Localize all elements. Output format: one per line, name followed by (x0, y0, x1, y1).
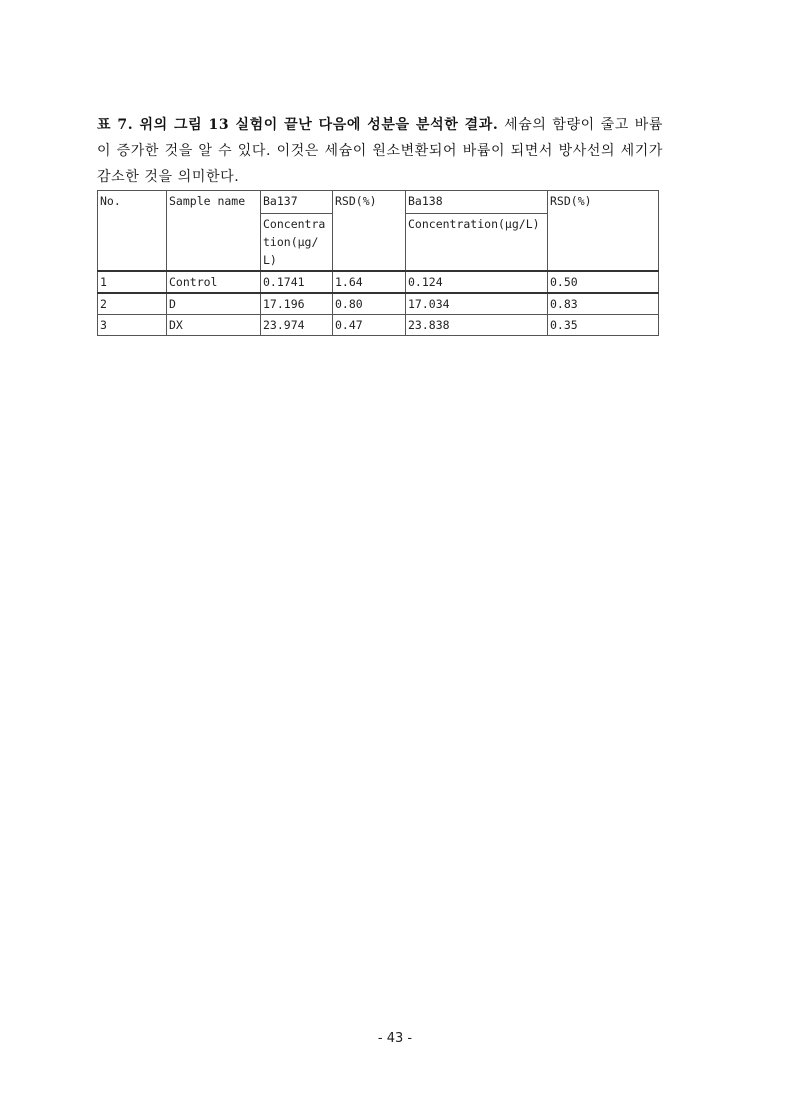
header-ba138-concentration: Concentration(μg/L) (406, 214, 548, 272)
cell-no: 3 (98, 315, 167, 336)
cell-sample: D (167, 293, 261, 315)
cell-ba138-conc: 23.838 (406, 315, 548, 336)
caption-text: 세슘의 함량이 줄고 바륨이 증가한 것을 알 수 있다. 이것은 세슘이 원소변환되어 바륨이 되면서 방사선의 세기가 감소한 것을 의미한다. (97, 117, 663, 185)
header-ba137-concentration: Concentration(μg/L) (261, 214, 333, 272)
cell-no: 1 (98, 271, 167, 293)
header-rsd-2: RSD(%) (548, 191, 659, 272)
cell-ba137-conc: 17.196 (261, 293, 333, 315)
cell-ba137-conc: 23.974 (261, 315, 333, 336)
table-row (98, 271, 659, 293)
results-table (97, 190, 659, 336)
cell-ba138-rsd: 0.83 (548, 293, 659, 315)
header-ba138: Ba138 (406, 191, 548, 214)
header-no: No. (98, 191, 167, 272)
header-ba137: Ba137 (261, 191, 333, 214)
table-row (98, 293, 659, 315)
header-rsd-1: RSD(%) (333, 191, 406, 272)
cell-ba138-conc: 17.034 (406, 293, 548, 315)
caption-title: 표 7. 위의 그림 13 실험이 끝난 다음에 성분을 분석한 결과. (97, 117, 499, 133)
cell-ba137-rsd: 0.47 (333, 315, 406, 336)
cell-sample: DX (167, 315, 261, 336)
cell-ba137-conc: 0.1741 (261, 271, 333, 293)
table-caption (97, 112, 663, 190)
cell-sample: Control (167, 271, 261, 293)
cell-ba138-rsd: 0.50 (548, 271, 659, 293)
cell-ba137-rsd: 0.80 (333, 293, 406, 315)
page-number: - 43 - (377, 1031, 413, 1046)
cell-ba137-rsd: 1.64 (333, 271, 406, 293)
cell-no: 2 (98, 293, 167, 315)
table-row (98, 315, 659, 336)
table-header-row-1 (98, 191, 659, 214)
results-table-container (97, 190, 658, 336)
cell-ba138-conc: 0.124 (406, 271, 548, 293)
cell-ba138-rsd: 0.35 (548, 315, 659, 336)
header-sample-name: Sample name (167, 191, 261, 272)
